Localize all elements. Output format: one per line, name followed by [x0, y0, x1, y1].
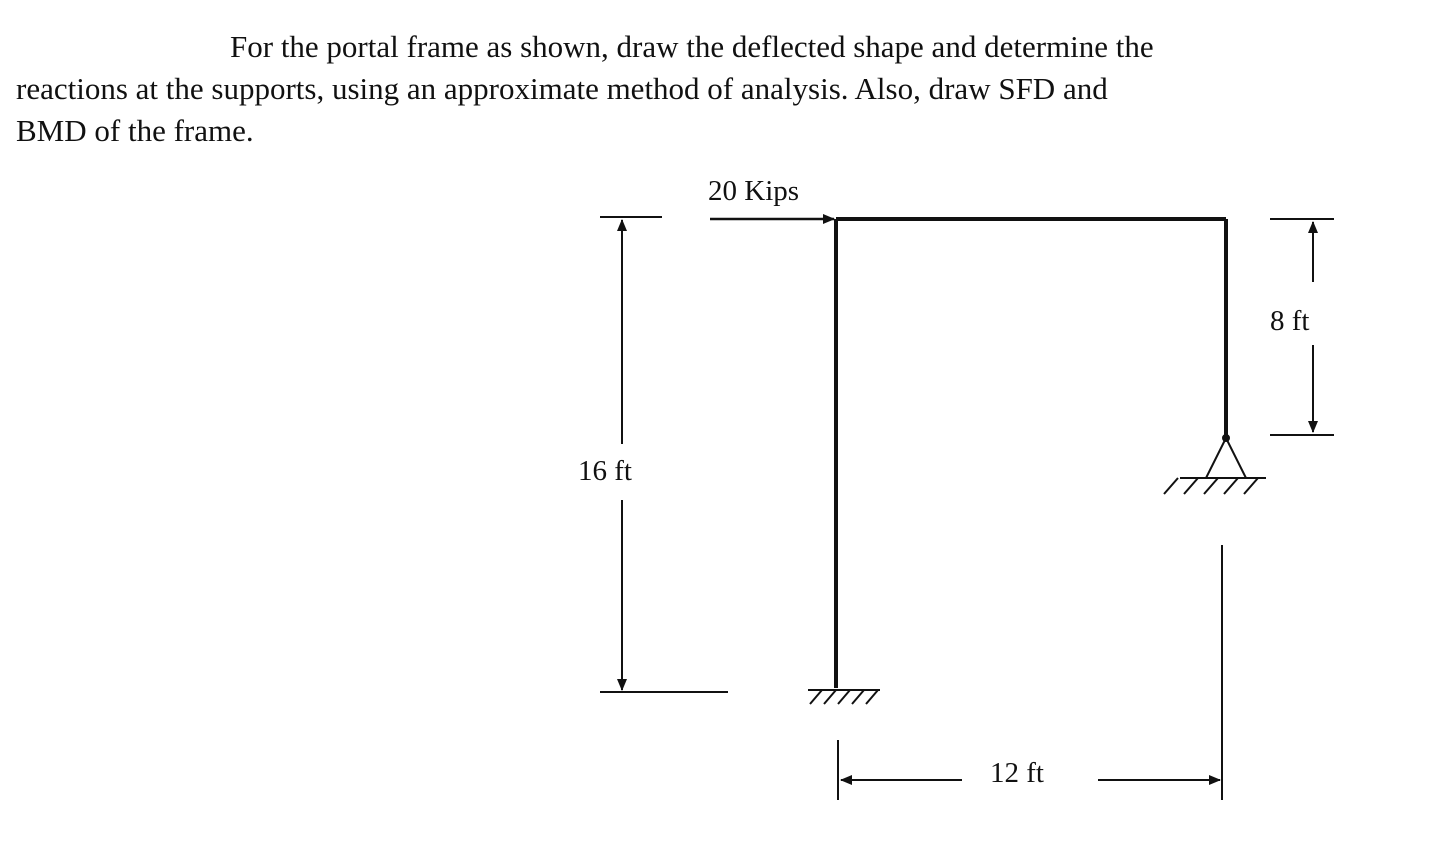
right-height-label: 8 ft — [1270, 305, 1310, 337]
span-label: 12 ft — [990, 757, 1044, 789]
problem-line-1: For the portal frame as shown, draw the deflected shape and determine the — [230, 29, 1154, 64]
fixed-support — [808, 690, 880, 704]
load-label: 20 Kips — [708, 175, 800, 207]
problem-line-2: reactions at the supports, using an approximate method of analysis. Also, draw SFD and — [16, 71, 1108, 106]
pinned-support — [1164, 435, 1266, 494]
left-height-label: 16 ft — [578, 455, 632, 487]
frame-members — [836, 219, 1226, 688]
problem-line-3: BMD of the frame. — [16, 113, 254, 148]
